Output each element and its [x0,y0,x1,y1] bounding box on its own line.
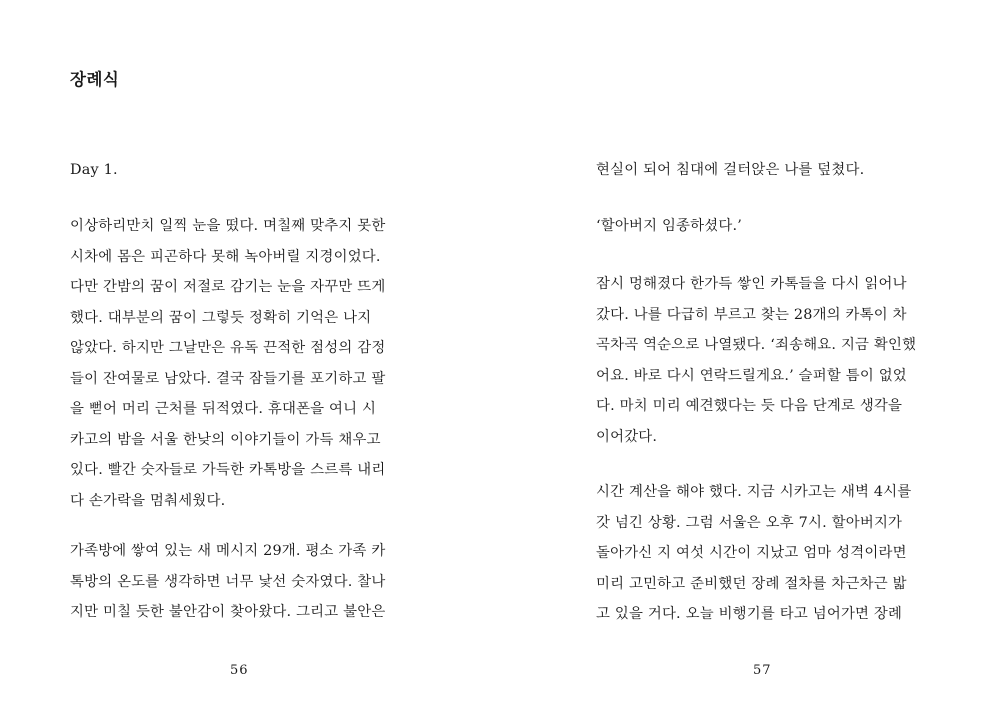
paragraph [596,155,941,186]
paragraph [596,211,941,242]
text-line: 다만 간밤의 꿈이 저절로 감기는 눈을 자꾸만 뜨게 [70,279,386,295]
text-line: 곡차곡 역순으로 나열됐다. ‘죄송해요. 지금 확인했 [596,337,917,353]
chapter-title: 장례식 [70,70,120,89]
page-number: 57 [753,663,772,678]
right-page [500,0,1000,714]
text-line: 카고의 밤을 서울 한낮의 이야기들이 가득 채우고 [70,431,381,448]
text-line: 미리 고민하고 준비했던 장례 절차를 차근차근 밟 [596,575,907,592]
text-line: 어요. 바로 다시 연락드릴게요.’ 슬퍼할 틈이 없었 [596,367,907,384]
paragraph [70,536,415,628]
text-line: 톡방의 온도를 생각하면 너무 낯선 숫자였다. 찰나 [70,573,386,590]
text-line: 있다. 빨간 숫자들로 가득한 카톡방을 스르륵 내리 [70,462,386,478]
text-line: 지만 미칠 듯한 불안감이 찾아왔다. 그리고 불안은 [70,604,386,620]
text-line: 고 있을 거다. 오늘 비행기를 타고 넘어가면 장례 [596,606,903,622]
text-line: 했다. 대부분의 꿈이 그렇듯 정확히 기억은 나지 [70,309,372,326]
text-line: 을 뻗어 머리 근처를 뒤적였다. 휴대폰을 여니 시 [70,401,377,417]
text-line: 갔다. 나를 다급히 부르고 찾는 28개의 카톡이 차 [596,306,907,323]
text-line: 이상하리만치 일찍 눈을 떴다. 며칠째 맞추지 못한 [70,218,386,234]
text-line: 시차에 몸은 피곤하다 못해 녹아버릴 지경이었다. [70,248,381,265]
day-heading-text: Day 1. [70,162,118,178]
text-line: 시간 계산을 해야 했다. 지금 시카고는 새벽 4시를 [596,484,912,500]
text-line: 다. 마치 미리 예견했다는 듯 다음 단계로 생각을 [596,398,903,414]
day-heading [70,155,415,186]
text-line: ‘할아버지 임종하셨다.’ [596,218,743,234]
text-line: 않았다. 하지만 그날만은 유독 끈적한 점성의 감정 [70,340,386,356]
paragraph [70,211,415,516]
paragraph [596,269,941,452]
page-number: 56 [230,663,249,678]
text-line: 들이 잔여물로 남았다. 결국 잠들기를 포기하고 팔 [70,370,386,387]
text-line: 잠시 멍해졌다 한가득 쌓인 카톡들을 다시 읽어나 [596,276,907,292]
text-line: 갓 넘긴 상황. 그럼 서울은 오후 7시. 할아버지가 [596,514,903,531]
text-line: 돌아가신 지 여섯 시간이 지났고 엄마 성격이라면 [596,545,907,561]
text-line: 이어갔다. [596,428,658,445]
text-line: 다 손가락을 멈춰세웠다. [70,492,226,509]
paragraph [596,477,941,630]
text-line: 가족방에 쌓여 있는 새 메시지 29개. 평소 가족 카 [70,543,386,559]
text-line: 현실이 되어 침대에 걸터앉은 나를 덮쳤다. [596,162,865,178]
